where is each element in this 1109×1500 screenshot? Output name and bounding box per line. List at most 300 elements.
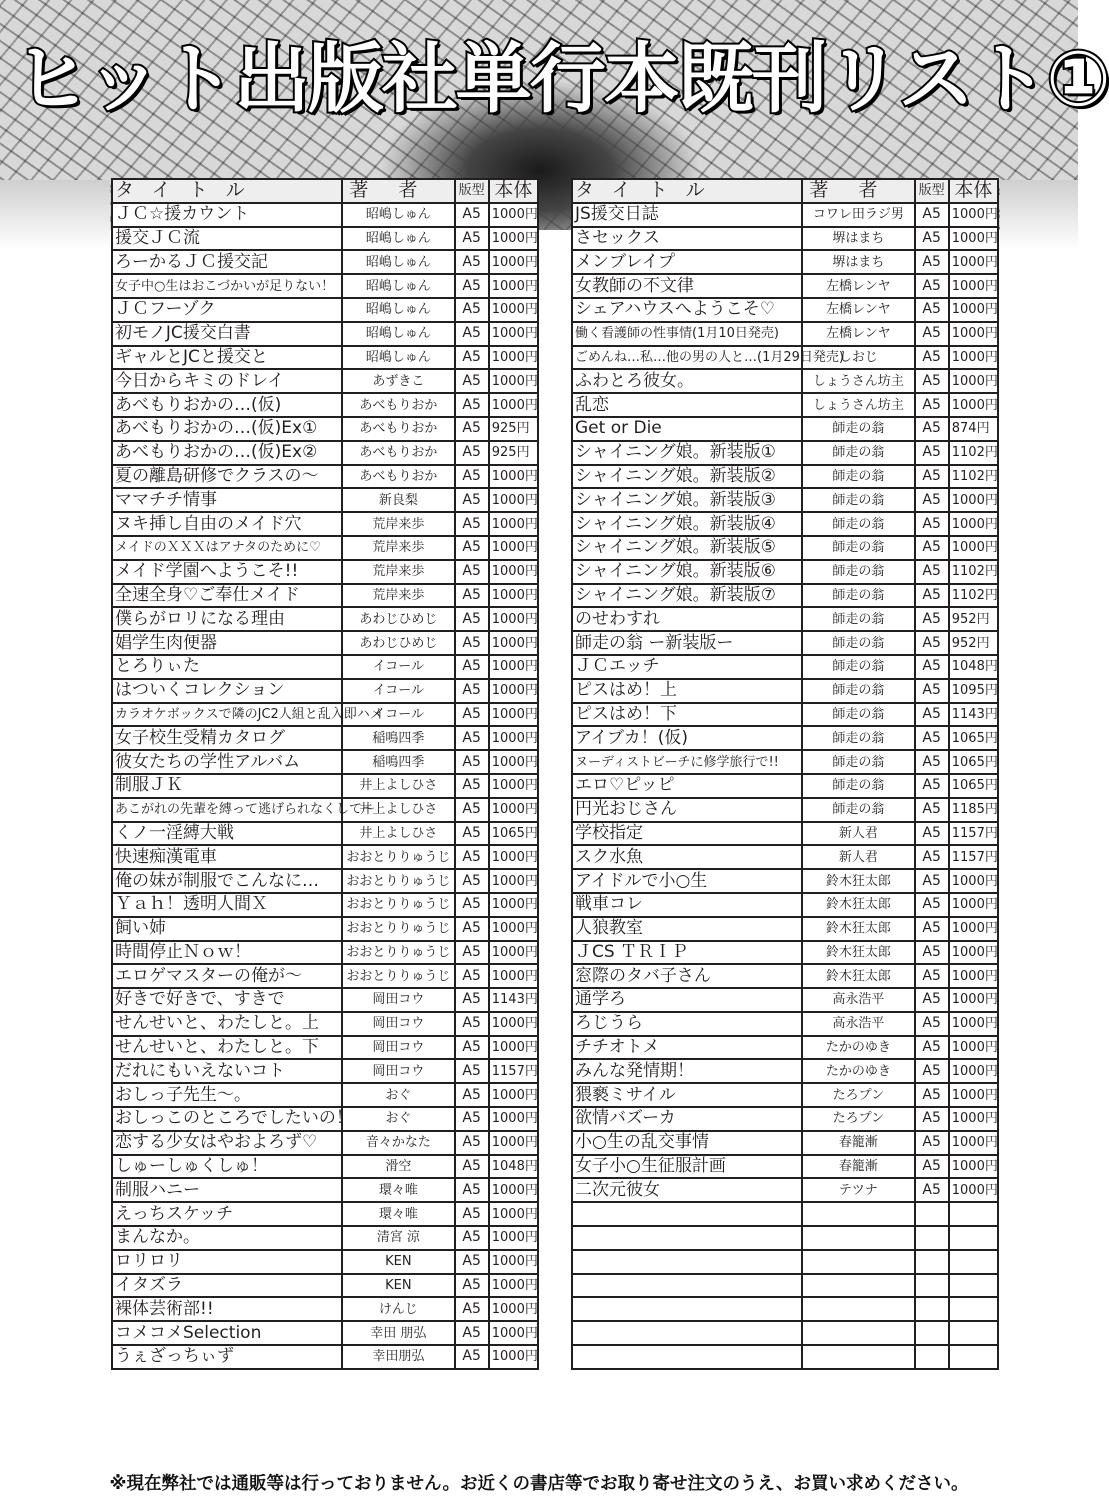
book-size: A5: [915, 798, 949, 822]
book-author: しょうさん坊主: [802, 369, 915, 393]
table-row: [112, 1059, 538, 1083]
book-author: イコール: [342, 703, 455, 727]
book-author: 鈴木狂太郎: [802, 941, 915, 965]
book-size: A5: [915, 417, 949, 441]
book-price: 1000円: [949, 941, 998, 965]
book-author: 環々唯: [342, 1178, 455, 1202]
book-size: A5: [455, 298, 489, 322]
empty-cell: [572, 1226, 802, 1250]
book-title: だれにもいえないコト: [112, 1059, 342, 1083]
book-author: 師走の翁: [802, 441, 915, 465]
book-price: 1000円: [489, 964, 538, 988]
book-title: エロ♡ピッピ: [572, 774, 802, 798]
book-price: 1000円: [489, 941, 538, 965]
book-size: A5: [915, 560, 949, 584]
book-size: A5: [455, 1083, 489, 1107]
book-title: ママチチ情事: [112, 488, 342, 512]
book-title: えっちスケッチ: [112, 1202, 342, 1226]
header-price: 本体: [949, 179, 998, 203]
book-price: 1000円: [489, 1131, 538, 1155]
table-row: [572, 584, 998, 608]
table-row: [112, 369, 538, 393]
book-size: A5: [915, 274, 949, 298]
table-row: [112, 274, 538, 298]
book-title: のせわすれ: [572, 607, 802, 631]
book-size: A5: [915, 1131, 949, 1155]
book-size: A5: [915, 1083, 949, 1107]
book-author: 荒岸来歩: [342, 584, 455, 608]
table-row: [112, 536, 538, 560]
book-title: 快速痴漢電車: [112, 845, 342, 869]
book-price: 1000円: [489, 584, 538, 608]
book-size: A5: [455, 750, 489, 774]
book-title: ＪＣ☆援カウント: [112, 203, 342, 227]
empty-cell: [572, 1274, 802, 1298]
book-title: 彼女たちの学性アルバム: [112, 750, 342, 774]
table-row: [112, 203, 538, 227]
empty-table-row: [572, 1321, 998, 1345]
empty-cell: [572, 1250, 802, 1274]
table-row: [112, 322, 538, 346]
book-author: 師走の翁: [802, 607, 915, 631]
book-author: 左橋レンヤ: [802, 298, 915, 322]
empty-cell: [572, 1345, 802, 1369]
book-author: 昭嶋しゅん: [342, 250, 455, 274]
table-row: [112, 227, 538, 251]
book-title: カラオケボックスで隣のJC2人組と乱入即ハメ: [112, 703, 342, 727]
book-title: せんせいと、わたしと。上: [112, 1012, 342, 1036]
book-author: 新人君: [802, 845, 915, 869]
table-row: [112, 1107, 538, 1131]
table-row: [572, 536, 998, 560]
book-title: メンブレイプ: [572, 250, 802, 274]
book-size: A5: [915, 893, 949, 917]
book-author: しおじ: [802, 346, 915, 370]
book-title: 猥褻ミサイル: [572, 1083, 802, 1107]
book-title: とろりぃた: [112, 655, 342, 679]
book-title: 全速全身♡ご奉仕メイド: [112, 584, 342, 608]
book-size: A5: [455, 274, 489, 298]
table-row: [572, 1178, 998, 1202]
book-title: ピスはめ！上: [572, 679, 802, 703]
book-author: 岡田コウ: [342, 1012, 455, 1036]
book-title: 乱恋: [572, 393, 802, 417]
book-size: A5: [455, 1226, 489, 1250]
header-size: 版型: [915, 179, 949, 203]
table-row: [112, 1083, 538, 1107]
book-title: はついくコレクション: [112, 679, 342, 703]
book-size: A5: [915, 774, 949, 798]
book-list-table-right: [571, 178, 999, 1370]
book-title: 人狼教室: [572, 917, 802, 941]
book-size: A5: [455, 703, 489, 727]
book-author: 師走の翁: [802, 536, 915, 560]
empty-cell: [915, 1250, 949, 1274]
book-price: 1000円: [489, 465, 538, 489]
header-size: 版型: [455, 179, 489, 203]
book-price: 1157円: [489, 1059, 538, 1083]
book-title: JS援交日誌: [572, 203, 802, 227]
empty-table-row: [572, 1226, 998, 1250]
empty-cell: [802, 1321, 915, 1345]
book-title: ギャルとJCと援交と: [112, 346, 342, 370]
table-row: [572, 655, 998, 679]
book-author: 荒岸来歩: [342, 560, 455, 584]
book-author: 師走の翁: [802, 726, 915, 750]
table-row: [112, 917, 538, 941]
book-author: 滑空: [342, 1155, 455, 1179]
book-price: 1000円: [489, 1083, 538, 1107]
empty-table-row: [572, 1202, 998, 1226]
book-title: ＪCS ＴＲＩＰ: [572, 941, 802, 965]
book-title: しゅーしゅくしゅ！: [112, 1155, 342, 1179]
book-price: 1000円: [489, 1012, 538, 1036]
book-title: さセックス: [572, 227, 802, 251]
book-size: A5: [915, 655, 949, 679]
book-price: 1000円: [489, 893, 538, 917]
book-author: あべもりおか: [342, 441, 455, 465]
table-row: [572, 941, 998, 965]
book-author: 春籠漸: [802, 1131, 915, 1155]
book-price: 1000円: [489, 227, 538, 251]
book-title: シャイニング娘。新装版⑦: [572, 584, 802, 608]
book-author: 音々かなた: [342, 1131, 455, 1155]
table-row: [572, 250, 998, 274]
book-title: 窓際のタバ子さん: [572, 964, 802, 988]
table-row: [572, 560, 998, 584]
book-title: あべもりおかの…(仮): [112, 393, 342, 417]
book-size: A5: [455, 917, 489, 941]
book-price: 1000円: [489, 512, 538, 536]
empty-cell: [802, 1274, 915, 1298]
table-row: [112, 988, 538, 1012]
book-author: 師走の翁: [802, 655, 915, 679]
empty-cell: [572, 1321, 802, 1345]
table-row: [572, 274, 998, 298]
book-price: 1000円: [489, 1107, 538, 1131]
book-size: A5: [915, 298, 949, 322]
empty-cell: [802, 1226, 915, 1250]
book-title: まんなか。: [112, 1226, 342, 1250]
book-price: 1000円: [489, 845, 538, 869]
book-author: 師走の翁: [802, 774, 915, 798]
mosaic-background-left: [0, 180, 110, 250]
table-row: [112, 1012, 538, 1036]
book-author: 井上よしひさ: [342, 822, 455, 846]
book-price: 1000円: [489, 774, 538, 798]
book-size: A5: [915, 726, 949, 750]
book-size: A5: [455, 726, 489, 750]
book-price: 1102円: [949, 441, 998, 465]
book-price: 1048円: [949, 655, 998, 679]
empty-cell: [915, 1321, 949, 1345]
book-price: 1143円: [949, 703, 998, 727]
table-row: [572, 1083, 998, 1107]
book-author: 岡田コウ: [342, 1036, 455, 1060]
book-author: 新良梨: [342, 488, 455, 512]
book-price: 1157円: [949, 822, 998, 846]
table-row: [572, 845, 998, 869]
book-size: A5: [915, 941, 949, 965]
book-author: 師走の翁: [802, 417, 915, 441]
book-size: A5: [455, 1345, 489, 1369]
empty-table-row: [572, 1250, 998, 1274]
book-author: 高永浩平: [802, 988, 915, 1012]
book-size: A5: [455, 417, 489, 441]
book-title: あべもりおかの…(仮)Ex①: [112, 417, 342, 441]
table-row: [112, 655, 538, 679]
book-author: 鈴木狂太郎: [802, 964, 915, 988]
book-author: 岡田コウ: [342, 1059, 455, 1083]
book-author: KEN: [342, 1274, 455, 1298]
book-author: あずきこ: [342, 369, 455, 393]
book-title: シャイニング娘。新装版②: [572, 465, 802, 489]
book-title: 円光おじさん: [572, 798, 802, 822]
table-row: [572, 774, 998, 798]
book-list-table-left: [111, 178, 539, 1370]
book-title: シェアハウスへようこそ♡: [572, 298, 802, 322]
table-row: [572, 798, 998, 822]
book-price: 1000円: [489, 536, 538, 560]
book-title: ピスはめ！下: [572, 703, 802, 727]
book-size: A5: [455, 1107, 489, 1131]
book-author: おぐ: [342, 1107, 455, 1131]
book-author: けんじ: [342, 1297, 455, 1321]
book-size: A5: [455, 393, 489, 417]
book-size: A5: [915, 917, 949, 941]
book-size: A5: [455, 988, 489, 1012]
book-size: A5: [915, 988, 949, 1012]
book-size: A5: [915, 1036, 949, 1060]
book-price: 1000円: [949, 1155, 998, 1179]
mosaic-background-right: [1000, 180, 1078, 250]
book-author: 師走の翁: [802, 631, 915, 655]
book-price: 1000円: [489, 1297, 538, 1321]
table-row: [112, 1036, 538, 1060]
book-size: A5: [455, 774, 489, 798]
book-title: シャイニング娘。新装版⑥: [572, 560, 802, 584]
book-price: 874円: [949, 417, 998, 441]
book-author: おおとりりゅうじ: [342, 893, 455, 917]
table-row: [112, 774, 538, 798]
book-price: 1065円: [949, 750, 998, 774]
book-author: 師走の翁: [802, 465, 915, 489]
book-title: ふわとろ彼女。: [572, 369, 802, 393]
empty-cell: [915, 1202, 949, 1226]
book-size: A5: [915, 679, 949, 703]
book-size: A5: [915, 1107, 949, 1131]
book-author: 師走の翁: [802, 679, 915, 703]
book-size: A5: [455, 1059, 489, 1083]
book-price: 1000円: [489, 346, 538, 370]
book-author: あわじひめじ: [342, 607, 455, 631]
book-size: A5: [915, 393, 949, 417]
book-title: 制服ハニー: [112, 1178, 342, 1202]
table-row: [112, 1131, 538, 1155]
book-size: A5: [455, 346, 489, 370]
book-author: たかのゆき: [802, 1036, 915, 1060]
book-title: メイド学園へようこそ!!: [112, 560, 342, 584]
book-title: あこがれの先輩を縛って逃げられなくして～: [112, 798, 342, 822]
book-size: A5: [455, 1321, 489, 1345]
table-row: [112, 941, 538, 965]
book-size: A5: [915, 822, 949, 846]
table-row: [572, 631, 998, 655]
book-title: コメコメSelection: [112, 1321, 342, 1345]
book-size: A5: [455, 560, 489, 584]
book-size: A5: [455, 631, 489, 655]
book-title: 夏の離島研修でクラスの～: [112, 465, 342, 489]
book-title: ろじうら: [572, 1012, 802, 1036]
book-size: A5: [915, 703, 949, 727]
book-author: おおとりりゅうじ: [342, 917, 455, 941]
table-row: [112, 298, 538, 322]
table-row: [112, 1250, 538, 1274]
book-author: おおとりりゅうじ: [342, 845, 455, 869]
book-author: あべもりおか: [342, 417, 455, 441]
book-author: コワレ田ラジ男: [802, 203, 915, 227]
book-price: 1000円: [489, 1202, 538, 1226]
book-size: A5: [915, 1012, 949, 1036]
empty-cell: [949, 1274, 998, 1298]
book-title: 娼学生肉便器: [112, 631, 342, 655]
book-title: 通学ろ: [572, 988, 802, 1012]
header-price: 本体: [489, 179, 538, 203]
book-size: A5: [455, 798, 489, 822]
book-author: おおとりりゅうじ: [342, 964, 455, 988]
book-title: 初モノJC援交白書: [112, 322, 342, 346]
table-row: [572, 417, 998, 441]
table-row: [572, 1012, 998, 1036]
book-author: 稲鳴四季: [342, 750, 455, 774]
book-author: 昭嶋しゅん: [342, 203, 455, 227]
book-price: 1000円: [489, 679, 538, 703]
book-price: 1000円: [489, 322, 538, 346]
book-price: 1000円: [949, 536, 998, 560]
empty-cell: [915, 1226, 949, 1250]
book-author: 鈴木狂太郎: [802, 869, 915, 893]
book-price: 925円: [489, 417, 538, 441]
book-size: A5: [915, 250, 949, 274]
book-size: A5: [455, 1250, 489, 1274]
book-size: A5: [915, 322, 949, 346]
table-row: [572, 726, 998, 750]
book-size: A5: [455, 964, 489, 988]
table-row: [572, 512, 998, 536]
book-price: 1000円: [949, 203, 998, 227]
book-price: 1000円: [489, 393, 538, 417]
empty-cell: [802, 1297, 915, 1321]
book-price: 1065円: [489, 822, 538, 846]
table-row: [112, 1297, 538, 1321]
book-price: 1000円: [949, 274, 998, 298]
header-title: タイトル: [112, 179, 342, 203]
book-size: A5: [455, 941, 489, 965]
empty-cell: [802, 1250, 915, 1274]
book-size: A5: [915, 750, 949, 774]
book-title: 援交ＪＣ流: [112, 227, 342, 251]
book-title: 女教師の不文律: [572, 274, 802, 298]
book-price: 1000円: [489, 298, 538, 322]
book-author: 師走の翁: [802, 560, 915, 584]
book-author: おおとりりゅうじ: [342, 869, 455, 893]
table-row: [112, 1178, 538, 1202]
book-author: 荒岸来歩: [342, 512, 455, 536]
book-size: A5: [455, 1131, 489, 1155]
book-price: 1000円: [489, 250, 538, 274]
book-author: たろプン: [802, 1083, 915, 1107]
book-author: 堺はまち: [802, 250, 915, 274]
book-author: 昭嶋しゅん: [342, 346, 455, 370]
book-author: 新人君: [802, 822, 915, 846]
table-row: [112, 584, 538, 608]
book-author: 清宮 涼: [342, 1226, 455, 1250]
book-size: A5: [455, 607, 489, 631]
book-author: 荒岸来歩: [342, 536, 455, 560]
book-title: 働く看護師の性事情(1月10日発売): [572, 322, 802, 346]
book-author: 師走の翁: [802, 584, 915, 608]
empty-table-row: [572, 1274, 998, 1298]
book-author: 井上よしひさ: [342, 798, 455, 822]
table-row: [112, 1345, 538, 1369]
table-row: [112, 512, 538, 536]
table-row: [112, 1226, 538, 1250]
table-row: [112, 560, 538, 584]
book-title: ヌキ挿し自由のメイド穴: [112, 512, 342, 536]
book-price: 1000円: [949, 393, 998, 417]
book-price: 1000円: [489, 917, 538, 941]
book-author: 昭嶋しゅん: [342, 298, 455, 322]
book-price: 1000円: [949, 1083, 998, 1107]
header-title: タイトル: [572, 179, 802, 203]
table-row: [572, 703, 998, 727]
table-row: [572, 465, 998, 489]
table-row: [572, 893, 998, 917]
book-title: アイドルで小○生: [572, 869, 802, 893]
table-row: [112, 441, 538, 465]
book-size: A5: [915, 1059, 949, 1083]
table-row: [572, 750, 998, 774]
book-size: A5: [455, 1036, 489, 1060]
book-price: 1000円: [489, 1226, 538, 1250]
table-row: [112, 679, 538, 703]
book-price: 1000円: [949, 488, 998, 512]
book-size: A5: [915, 631, 949, 655]
header-author: 著者: [802, 179, 915, 203]
empty-cell: [949, 1297, 998, 1321]
book-price: 1102円: [949, 465, 998, 489]
book-title: 僕らがロリになる理由: [112, 607, 342, 631]
book-author: 師走の翁: [802, 798, 915, 822]
book-size: A5: [915, 964, 949, 988]
book-title: 今日からキミのドレイ: [112, 369, 342, 393]
book-price: 1000円: [949, 1178, 998, 1202]
empty-cell: [915, 1274, 949, 1298]
book-size: A5: [915, 1178, 949, 1202]
book-price: 1048円: [489, 1155, 538, 1179]
book-author: 昭嶋しゅん: [342, 274, 455, 298]
book-price: 1102円: [949, 560, 998, 584]
book-author: 師走の翁: [802, 488, 915, 512]
book-price: 1000円: [949, 1107, 998, 1131]
book-title: ごめんね…私…他の男の人と…(1月29日発売): [572, 346, 802, 370]
book-size: A5: [455, 536, 489, 560]
book-price: 1102円: [949, 584, 998, 608]
book-price: 1000円: [489, 1178, 538, 1202]
book-price: 1000円: [949, 512, 998, 536]
book-author: 井上よしひさ: [342, 774, 455, 798]
book-title: おしっこのところでしたいの！: [112, 1107, 342, 1131]
